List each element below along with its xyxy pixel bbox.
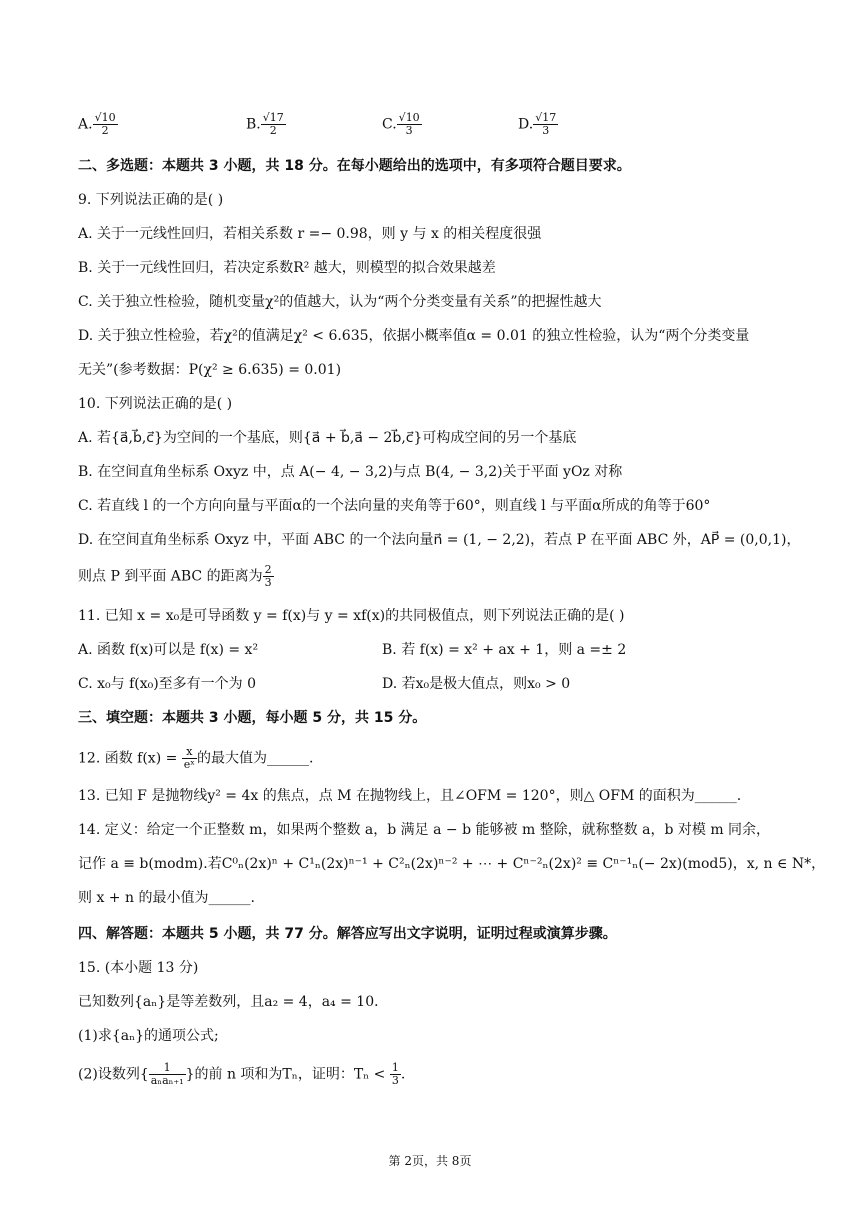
fraction: $\frac{√17}{2}$ xyxy=(262,111,284,137)
q11-option-c: C. x₀与 f(x₀)至多有一个为 0 xyxy=(78,676,257,692)
fraction: $\frac{√10}{2}$ xyxy=(94,111,116,137)
denominator: 2 xyxy=(101,124,109,137)
q8-choice-c xyxy=(382,112,422,137)
radicand: 10 xyxy=(405,111,420,124)
q9-option-c: C. 关于独立性检验，随机变量χ²的值越大，认为“两个分类变量有关系”的把握性越大 xyxy=(78,294,602,310)
q15-part2-mid: }的前 n 项和为Tₙ，证明：Tₙ < xyxy=(185,1066,390,1083)
q15-given: 已知数列{aₙ}是等差数列，且a₂ = 4，a₄ = 10． xyxy=(78,994,389,1010)
q12-suffix: 的最大值为______. xyxy=(196,750,314,767)
fraction xyxy=(149,1062,186,1087)
fraction xyxy=(390,1062,401,1087)
q15-part2-prefix: (2)设数列{ xyxy=(78,1066,149,1083)
section-header-fill-in: 三、填空题：本题共 3 小题，每小题 5 分，共 15 分。 xyxy=(78,710,427,726)
q10-option-d-line1: D. 在空间直角坐标系 Oxyz 中，平面 ABC 的一个法向量n⃗ = (1, − 2,2)，若点 P 在平面 ABC 外，AP⃗ = (0,0,1)， xyxy=(78,532,801,548)
q8-choice-b xyxy=(246,112,286,137)
section-header-multiple-choice: 二、多选题：本题共 3 小题，共 18 分。在每小题给出的选项中，有多项符合题目要求。 xyxy=(78,158,631,174)
q15-title: 15. (本小题 13 分) xyxy=(78,960,199,976)
q10-stem: 10. 下列说法正确的是( ) xyxy=(78,396,233,412)
q10-option-b: B. 在空间直角坐标系 Oxyz 中，点 A(− 4, − 3,2)与点 B(4, − 3,2)关于平面 yOz 对称 xyxy=(78,464,623,480)
fraction xyxy=(263,564,274,589)
denominator: aₙaₙ₊₁ xyxy=(150,1074,184,1087)
radicand: 10 xyxy=(101,111,116,124)
q14-line3: 则 x + n 的最小值为______. xyxy=(78,890,255,906)
numerator: 1 xyxy=(149,1062,186,1075)
denominator: 3 xyxy=(542,124,550,137)
q14-line1: 14. 定义：给定一个正整数 m，如果两个整数 a，b 满足 a − b 能够被 m 整除，就称整数 a，b 对模 m 同余， xyxy=(78,822,771,838)
q11-option-a: A. 函数 f(x)可以是 f(x) = x² xyxy=(78,642,259,658)
denominator: 2 xyxy=(269,124,277,137)
section-header-answers: 四、解答题：本题共 5 小题，共 77 分。解答应写出文字说明，证明过程或演算步骤。 xyxy=(78,926,617,942)
q10-option-d-line2 xyxy=(78,564,274,589)
q9-option-d-line1: D. 关于独立性检验，若χ²的值满足χ² < 6.635，依据小概率值α = 0.01 的独立性检验，认为“两个分类变量 xyxy=(78,328,750,344)
q9-stem: 9. 下列说法正确的是( ) xyxy=(78,192,224,208)
q11-stem: 11. 已知 x = x₀是可导函数 y = f(x)与 y = xf(x)的共同极值点，则下列说法正确的是( ) xyxy=(78,608,625,624)
radicand: 17 xyxy=(269,111,284,124)
fraction xyxy=(182,746,197,771)
q12 xyxy=(78,746,313,771)
q11-option-b: B. 若 f(x) = x² + ax + 1，则 a =± 2 xyxy=(382,642,627,658)
choice-letter: B. xyxy=(246,116,261,133)
choice-letter: C. xyxy=(382,116,397,133)
q8-choice-d xyxy=(518,112,558,137)
numerator: 1 xyxy=(391,1061,399,1074)
q13: 13. 已知 F 是抛物线y² = 4x 的焦点，点 M 在抛物线上，且∠OFM = 120°，则△ OFM 的面积为______. xyxy=(78,788,742,804)
q8-choices xyxy=(0,112,860,142)
q9-option-b: B. 关于一元线性回归，若决定系数R² 越大，则模型的拟合效果越差 xyxy=(78,260,496,276)
denominator: 3 xyxy=(391,1074,399,1087)
q9-option-d-line2: 无关”(参考数据：P(χ² ≥ 6.635) = 0.01) xyxy=(78,362,342,378)
fraction: $\frac{√10}{3}$ xyxy=(398,111,420,137)
q10-option-a: A. 若{a⃗,b⃗,c⃗}为空间的一个基底，则{a⃗ + b⃗,a⃗ − 2b⃗,c⃗}可构成空间的另一个基底 xyxy=(78,430,577,446)
page-footer: 第 2页，共 8页 xyxy=(388,1154,472,1168)
choice-letter: A. xyxy=(78,116,93,133)
q8-choice-a xyxy=(78,112,118,137)
radicand: 17 xyxy=(542,111,557,124)
numerator: 2 xyxy=(264,563,272,576)
q10-d2-text: 则点 P 到平面 ABC 的距离为 xyxy=(78,568,263,585)
q15-part2-end: . xyxy=(400,1066,406,1083)
denominator: 3 xyxy=(264,576,272,589)
q15-part1: (1)求{aₙ}的通项公式; xyxy=(78,1028,219,1044)
q14-line2: 记作 a ≡ b(modm).若C⁰ₙ(2x)ⁿ + C¹ₙ(2x)ⁿ⁻¹ + C²ₙ(2x)ⁿ⁻² + ⋯ + Cⁿ⁻²ₙ(2x)² ≡ Cⁿ⁻¹ₙ(− 2x)(mod5)，x, n ∈ N*， xyxy=(78,856,826,872)
fraction: $\frac{√17}{3}$ xyxy=(535,111,557,137)
numerator: x xyxy=(182,746,197,759)
q10-option-c: C. 若直线 l 的一个方向向量与平面α的一个法向量的夹角等于60°，则直线 l 与平面α所成的角等于60° xyxy=(78,498,711,514)
q15-part2 xyxy=(78,1062,405,1087)
denominator: 3 xyxy=(405,124,413,137)
q9-option-a: A. 关于一元线性回归，若相关系数 r =− 0.98，则 y 与 x 的相关程度很强 xyxy=(78,226,542,242)
choice-letter: D. xyxy=(518,116,534,133)
q11-option-d: D. 若x₀是极大值点，则x₀ > 0 xyxy=(382,676,571,692)
denominator: eˣ xyxy=(183,758,195,771)
q12-prefix: 12. 函数 f(x) = xyxy=(78,750,182,767)
